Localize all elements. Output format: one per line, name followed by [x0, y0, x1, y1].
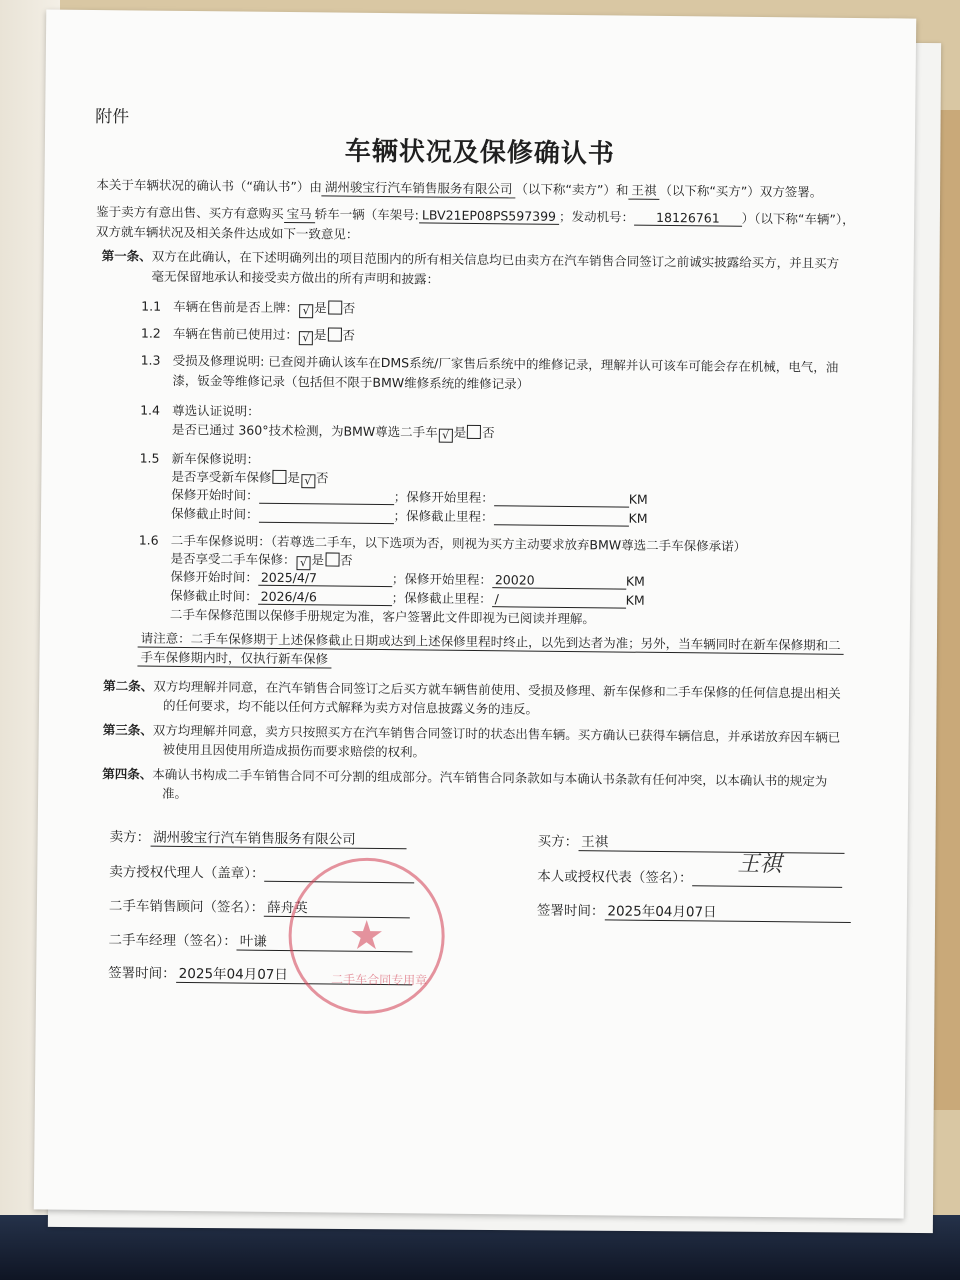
seal-text: 二手车合同专用章	[331, 972, 428, 988]
manager-row: 二手车经理（签名）： 叶谦	[108, 928, 412, 952]
item-1-6-scope: 二手车保修范围以保修手册规定为准，客户签署此文件即视为已阅读并理解。	[169, 606, 596, 627]
new-car-start-date-blank	[259, 489, 394, 505]
checkbox-yes: √	[439, 429, 453, 443]
checkbox-yes: √	[296, 556, 310, 570]
checkbox-yes: √	[299, 331, 313, 345]
article-4-line-2: 准。	[162, 785, 188, 801]
new-car-start-km-blank	[494, 491, 629, 507]
buyer-date-value: 2025年04月07日	[604, 899, 850, 923]
item-1-5-question: 是否享受新车保修 是 √ 否	[171, 468, 329, 488]
article-4-line-1: 第四条、本确认书构成二手车销售合同不可分割的组成部分。汽车销售合同条款如与本确认书条款有任何冲突，以本确认书的规定为	[102, 766, 828, 789]
buyer-signature-row: 买方： 王祺	[538, 830, 845, 854]
used-car-end-date: 2026/4/6	[258, 589, 392, 606]
item-1-4-question: 是否已通过 360°技术检测，为BMW尊选二手车 √ 是 否	[171, 421, 495, 442]
seller-signature-row: 卖方： 湖州骏宝行汽车销售服务有限公司	[110, 825, 407, 849]
item-1-5-start: 保修开始时间： ；保修开始里程： KM	[171, 486, 648, 507]
item-1-6-question: 是否享受二手车保修： √ 是 否	[170, 550, 353, 570]
checkbox-yes: √	[299, 304, 313, 318]
manager-name-value: 叶谦	[237, 930, 413, 953]
article-1-line-1: 第一条、双方在此确认，在下述明确列出的项目范围内的所有相关信息均已由卖方在汽车销售合同签订之前诚实披露给买方，并且买方	[101, 248, 840, 271]
seller-name-value: 湖州骏宝行汽车销售服务有限公司	[150, 826, 406, 850]
checkbox-no: √	[301, 474, 315, 488]
intro-line-2: 鉴于卖方有意出售、买方有意购买 宝马 轿车一辆（车架号: LBV21EP08PS597399 ；发动机号： 18126761 ）（以下称“车辆”），	[96, 204, 855, 227]
item-1-6-title: 1.6 二手车保修说明：（若尊选二手车，以下选项为否，则视为买方主动要求放弃BMW尊选二手车保修承诺）	[138, 532, 747, 554]
checkbox-yes	[272, 470, 286, 484]
consultant-row: 二手车销售顾问（签名）： 薛舟英	[109, 894, 410, 918]
attachment-label: 附件	[95, 106, 130, 128]
used-car-start-km: 20020	[492, 572, 626, 589]
checkbox-no	[328, 300, 342, 314]
item-1-1: 1.1 车辆在售前是否上牌： √ 是 否	[141, 298, 356, 318]
article-1-line-2: 毫无保留地承认和接受卖方做出的所有声明和披露：	[151, 268, 440, 287]
article-3-line-2: 被使用且因使用所造成损伤而要求赔偿的权利。	[162, 741, 426, 760]
checkbox-no	[467, 425, 481, 439]
new-car-end-date-blank	[258, 508, 393, 524]
intro-line-1: 本关于车辆状况的确认书（“确认书”）由 湖州骏宝行汽车销售服务有限公司 （以下称“卖方”）和 王祺 （以下称“买方”）双方签署。	[96, 177, 823, 200]
item-1-5-title: 1.5 新车保修说明：	[139, 450, 260, 467]
article-2-line-2: 的任何要求，均不能以任何方式解释为卖方对信息披露义务的违反。	[162, 697, 539, 717]
item-1-3-line-2: 漆，钣金等维修记录（包括但不限于BMW维修系统的维修记录）	[172, 372, 530, 392]
item-1-2: 1.2 车辆在售前已使用过： √ 是 否	[140, 325, 356, 345]
used-car-end-km: /	[492, 591, 626, 608]
item-1-4-title: 1.4 尊选认证说明：	[140, 402, 260, 419]
brand-field: 宝马	[284, 204, 315, 223]
notice-line-1: 请注意：二手车保修期于上述保修截止日期或达到上述保修里程时终止，以先到达者为准；另外，当车辆同时在新车保修期和二	[138, 628, 844, 654]
item-1-3-line-1: 1.3 受损及修理说明: 已查阅并确认该车在DMS系统/厂家售后系统中的维修记录，理解并认可该车可能会存在机械，电气，油	[140, 352, 839, 375]
checkbox-no	[325, 552, 339, 566]
new-car-end-km-blank	[493, 510, 628, 526]
buyer-date-row: 签署时间： 2025年04月07日	[537, 899, 851, 923]
article-2-line-1: 第二条、双方均理解并同意，在汽车销售合同签订之后买方就车辆售前使用、受损及修理、新车保修和二手车保修的任何信息提出相关	[103, 678, 841, 701]
document-title: 车辆状况及保修确认书	[344, 136, 615, 170]
intro-line-3: 双方就车辆状况及相关条件达成如下一致意见：	[95, 224, 359, 242]
checkbox-no	[327, 327, 341, 341]
seller-name-field: 湖州骏宝行汽车销售服务有限公司	[322, 177, 516, 198]
document-page	[34, 9, 917, 1218]
company-seal-stamp	[288, 857, 446, 1015]
buyer-name-field: 王祺	[628, 181, 659, 200]
seller-agent-row: 卖方授权代理人（盖章）：	[109, 860, 414, 883]
seller-date-row: 签署时间： 2025年04月07日	[108, 961, 412, 985]
seller-date-value: 2025年04月07日	[176, 962, 412, 985]
buyer-handwritten-signature: 王祺	[737, 851, 782, 878]
buyer-name-value: 王祺	[578, 830, 844, 854]
seal-star-icon: ★	[348, 912, 385, 960]
engine-number-field: 18126761	[634, 210, 742, 227]
consultant-name-value: 薛舟英	[264, 896, 410, 919]
item-1-5-end: 保修截止时间： ；保修截止里程： KM	[170, 505, 648, 526]
item-1-6-start: 保修开始时间： 2025/4/7 ；保修开始里程： 20020 KM	[170, 568, 645, 589]
item-1-6-end: 保修截止时间： 2026/4/6 ；保修截止里程： / KM	[170, 587, 645, 608]
article-3-line-1: 第三条、双方均理解并同意，卖方只按照买方在汽车销售合同签订时的状态出售车辆。买方确认已获得车辆信息，并承诺放弃因车辆已	[102, 722, 841, 745]
buyer-rep-row: 本人或授权代表（签名）：	[537, 865, 842, 888]
notice-line-2: 手车保修期内时，仅执行新车保修	[137, 647, 331, 668]
used-car-start-date: 2025/4/7	[258, 570, 392, 587]
vin-field: LBV21EP08PS597399	[419, 207, 559, 224]
